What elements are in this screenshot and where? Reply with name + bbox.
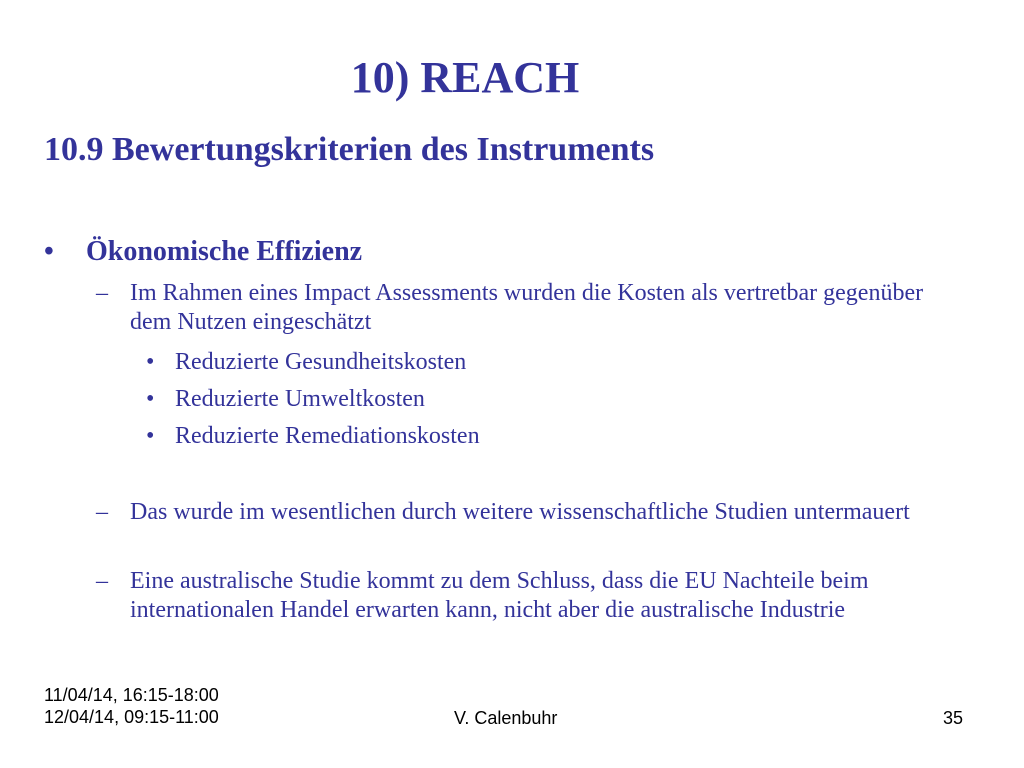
footer-author: V. Calenbuhr: [454, 708, 558, 728]
footer-date-line: 11/04/14, 16:15-18:00: [44, 685, 219, 705]
bullet-icon: •: [44, 236, 54, 267]
bullet-icon: •: [146, 349, 155, 375]
sub-point-impact-assessment: [96, 279, 956, 337]
dash-icon: –: [96, 568, 108, 594]
sub-point-studies: [96, 498, 956, 527]
sub-point-australian-study: [96, 567, 956, 625]
bullet-icon: •: [146, 423, 155, 449]
footer-date: [44, 684, 219, 728]
sub-point-text: Im Rahmen eines Impact Assessments wurden die Kosten als vertretbar gegenüber dem Nutzen eingeschätzt: [130, 280, 924, 335]
dash-icon: –: [96, 280, 108, 306]
slide-subtitle: 10.9 Bewertungskriterien des Instruments: [44, 131, 655, 168]
main-point-text: Ökonomische Effizienz: [86, 236, 363, 267]
cost-item-text: Reduzierte Gesundheitskosten: [175, 349, 467, 375]
sub-point-text: Eine australische Studie kommt zu dem Schluss, dass die EU Nachteile beim internationalen Handel erwarten kann, nicht aber die australische Industrie: [130, 568, 869, 623]
sub-point-text: Das wurde im wesentlichen durch weitere wissenschaftliche Studien untermauert: [130, 499, 910, 525]
dash-icon: –: [96, 499, 108, 525]
page-number: 35: [943, 708, 964, 728]
slide-title: 10) REACH: [350, 53, 580, 102]
cost-item-text: Reduzierte Remediationskosten: [175, 423, 480, 449]
cost-item-text: Reduzierte Umweltkosten: [175, 386, 425, 412]
bullet-icon: •: [146, 386, 155, 412]
footer-date-line: 12/04/14, 09:15-11:00: [44, 707, 219, 727]
